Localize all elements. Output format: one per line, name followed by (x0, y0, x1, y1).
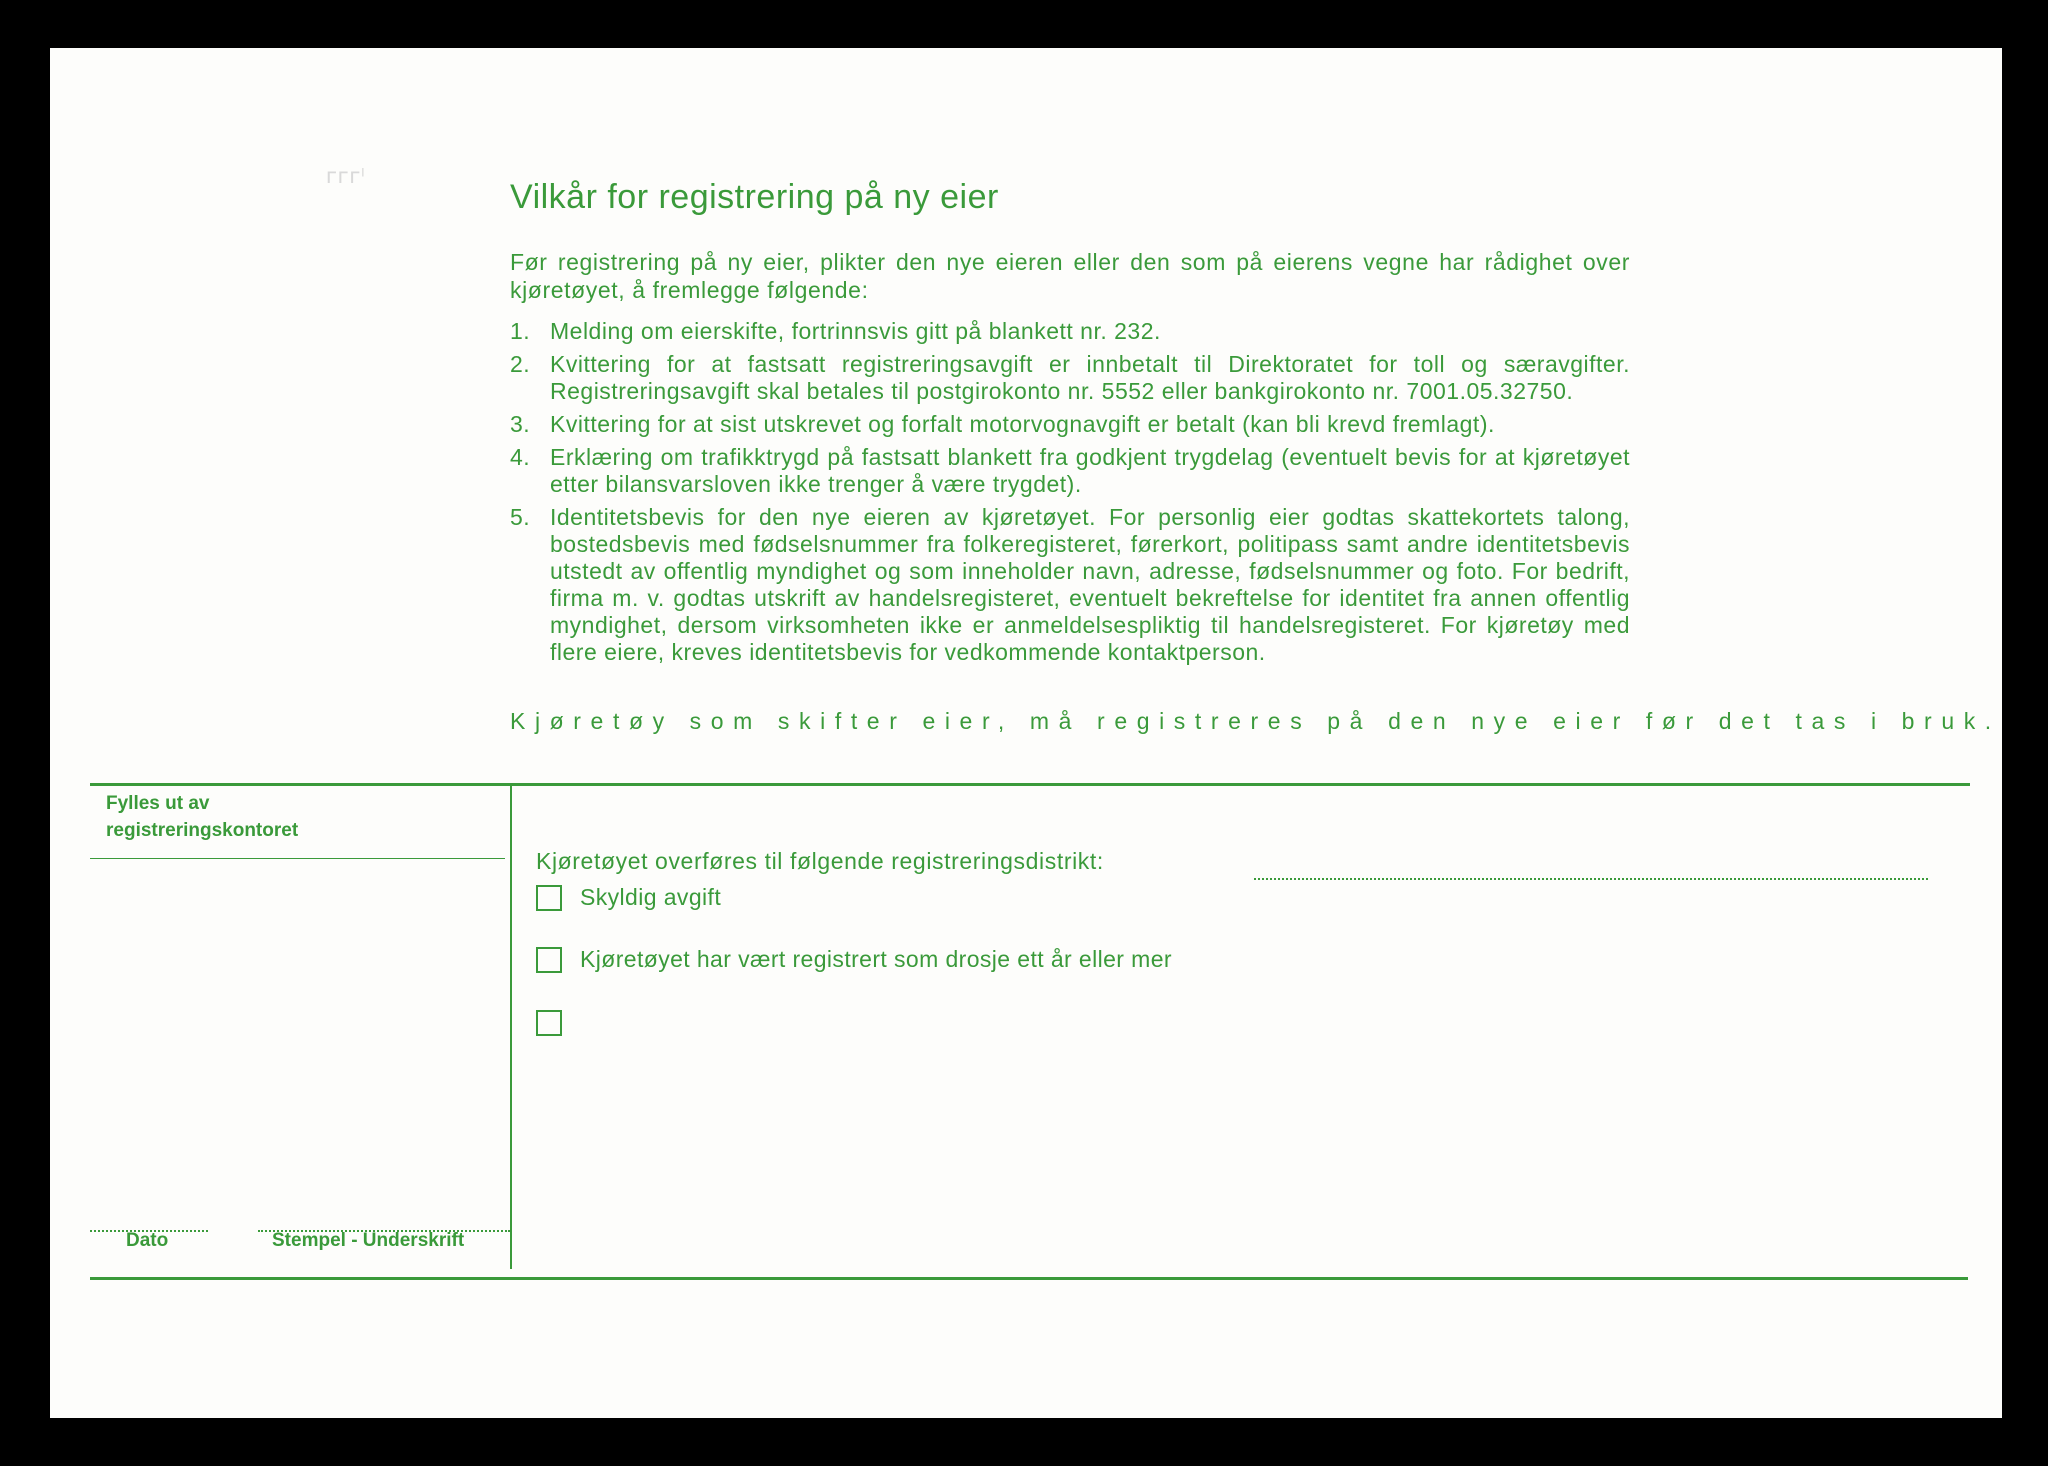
stamp-signature-label: Stempel - Underskrift (272, 1230, 465, 1251)
pencil-mark: ᴦᴦᴦᴵ (326, 164, 365, 188)
requirements-list (510, 318, 1630, 672)
list-item (510, 411, 1630, 438)
district-input-line[interactable] (1254, 878, 1928, 880)
checkbox-row (536, 884, 721, 911)
office-label-line2: registreringskontoret (106, 820, 299, 841)
intro-paragraph: Før registrering på ny eier, plikter den nye eieren eller den som på eierens vegne har rådighet over kjøretøyet, å fremlegge følgende: (510, 249, 1630, 303)
item-text: Identitetsbevis for den nye eieren av kjøretøyet. For personlig eier godtas skattekortets talong, bostedsbevis med fødselsnummer fra folkeregisteret, førerkort, politipass samt andre identitetsbevis utstedt av offentlig myndighet og som inneholder navn, adresse, fødselsnummer og foto. For bedrift, firma m. v. godtas utskrift av handelsregisteret, eventuelt bekreftelse for identitet fra annen offentlig myndighet, dersom virksomheten ikke er anmeldelsespliktig til handelsregisteret. For kjøretøy med flere eiere, kreves identitetsbevis for vedkommende kontaktperson. (550, 504, 1630, 665)
taxi-checkbox[interactable] (536, 947, 562, 973)
checkbox-row (536, 1010, 580, 1036)
form-bottom-rule (90, 1277, 1968, 1280)
transfer-district-label: Kjøretøyet overføres til følgende registreringsdistrikt: (536, 848, 1104, 874)
item-number: 4. (510, 444, 531, 470)
date-label: Dato (126, 1230, 169, 1251)
item-text: Melding om eierskifte, fortrinnsvis gitt på blankett nr. 232. (550, 318, 1161, 344)
item-number: 1. (510, 318, 531, 344)
item-text: Kvittering for at fastsatt registreringsavgift er innbetalt til Direktoratet for toll og særavgifter. Registreringsavgift skal betales til postgirokonto nr. 5552 eller bankgirokonto nr. 7001.05.32750. (550, 351, 1630, 404)
list-item (510, 504, 1630, 666)
form-top-rule (90, 783, 1970, 786)
item-text: Erklæring om trafikktrygd på fastsatt blankett fra godkjent trygdelag (eventuelt bevis for at kjøretøyet etter bilansvarsloven ikke trenger å være trygdet). (550, 444, 1630, 497)
checkbox-label: Kjøretøyet har vært registrert som drosje ett år eller mer (580, 946, 1172, 972)
office-label (106, 790, 298, 844)
item-number: 5. (510, 504, 531, 530)
office-label-line1: Fylles ut av (106, 793, 210, 814)
list-item (510, 444, 1630, 498)
item-text: Kvittering for at sist utskrevet og forfalt motorvognavgift er betalt (kan bli krevd fremlagt). (550, 411, 1495, 437)
page-title: Vilkår for registrering på ny eier (510, 178, 999, 216)
list-item (510, 351, 1630, 405)
checkbox-row (536, 946, 1172, 973)
form-sheet (50, 48, 2002, 1418)
registration-notice: Kjøretøy som skifter eier, må registreres på den nye eier før det tas i bruk. (510, 708, 2001, 734)
office-label-rule (90, 858, 505, 859)
unpaid-fee-checkbox[interactable] (536, 885, 562, 911)
item-number: 2. (510, 351, 531, 377)
column-divider (510, 785, 512, 1269)
blank-checkbox[interactable] (536, 1010, 562, 1036)
list-item (510, 318, 1630, 345)
checkbox-label: Skyldig avgift (580, 884, 722, 910)
item-number: 3. (510, 411, 531, 437)
